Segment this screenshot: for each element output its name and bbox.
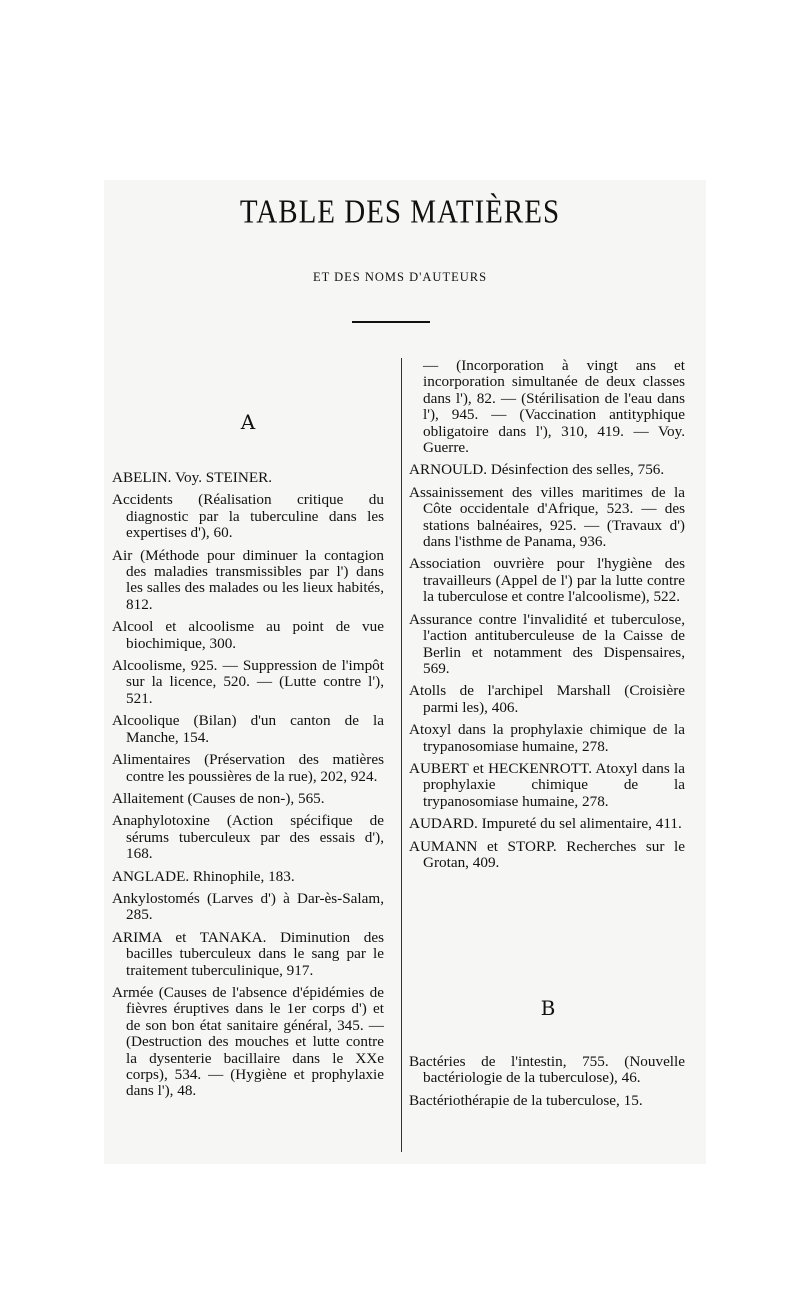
- section-letter-b: B: [540, 996, 556, 1020]
- page-subtitle: ET DES NOMS D'AUTEURS: [312, 270, 488, 284]
- index-entry: Accidents (Réalisation critique du diagnostic par la tuberculine dans les expertises d'), 60.: [112, 491, 384, 542]
- index-entry: Atoxyl dans la prophylaxie chimique de la trypanosomiase humaine, 278.: [409, 721, 685, 755]
- index-entry: Alimentaires (Préservation des matières contre les poussières de la rue), 202, 924.: [112, 751, 384, 785]
- index-entry: Air (Méthode pour diminuer la contagion des maladies transmissibles par l') dans les salles des malades ou les lieux habités, 812.: [112, 546, 384, 613]
- right-column: [409, 358, 685, 877]
- index-entry: Allaitement (Causes de non-), 565.: [112, 789, 325, 807]
- column-divider: [401, 358, 402, 1152]
- index-entry: Bactériothérapie de la tuberculose, 15.: [409, 1091, 643, 1109]
- index-entry: Ankylostomés (Larves d') à Dar-ès-Salam, 285.: [112, 889, 384, 924]
- index-entry: AUMANN et STORP. Recherches sur le Grotan, 409.: [409, 837, 685, 871]
- index-entry: Alcoolisme, 925. — Suppression de l'impôt sur la licence, 520. — (Lutte contre l'), 521.: [112, 657, 384, 707]
- index-entry: Anaphylotoxine (Action spécifique de sérums tuberculeux par des essais d'), 168.: [112, 812, 384, 863]
- index-entry: ANGLADE. Rhinophile, 183.: [112, 867, 295, 885]
- index-entry: Assainissement des villes maritimes de la Côte occidentale d'Afrique, 523. — des stations balnéaires, 925. — (Travaux d') dans l'isthme de Panama, 936.: [409, 483, 685, 551]
- page-title: TABLE DES MATIÈRES: [239, 193, 561, 231]
- index-entry: Bactéries de l'intestin, 755. (Nouvelle bactériologie de la tuberculose), 46.: [409, 1053, 685, 1087]
- index-entry: Atolls de l'archipel Marshall (Croisière parmi les), 406.: [409, 682, 685, 716]
- index-entry: Assurance contre l'invalidité et tuberculose, l'action antituberculeuse de la Caisse de Berlin et notamment des Dispensaires, 569.: [409, 610, 685, 677]
- section-b-entries: [409, 1054, 685, 1115]
- index-entry: AUDARD. Impureté du sel alimentaire, 411.: [409, 815, 682, 833]
- index-entry: Alcool et alcoolisme au point de vue biochimique, 300.: [112, 618, 384, 652]
- index-entry: Association ouvrière pour l'hygiène des travailleurs (Appel de l') par la lutte contre la tuberculose et contre l'alcoolisme), 522.: [409, 555, 685, 606]
- section-letter-a: A: [240, 410, 256, 434]
- left-column: [112, 470, 384, 1106]
- index-entry: AUBERT et HECKENROTT. Atoxyl dans la prophylaxie chimique de la trypanosomiase humaine, 278.: [409, 759, 685, 810]
- index-entry-continued: — (Incorporation à vingt ans et incorporation simultanée de deux classes dans l'), 82. — (Stérilisation de l'eau dans l'), 945. — (Vaccination antityphique obligatoire dans l'), 310, 419. — Voy. Guerre.: [423, 357, 685, 457]
- index-entry: Armée (Causes de l'absence d'épidémies de fièvres éruptives dans le 1er corps d') et de son bon état sanitaire général, 345. — (Destruction des mouches et lutte contre la dysenterie bacillaire dans le XXe corps), 534. — (Hygiène et prophylaxie dans l'), 48.: [112, 983, 384, 1100]
- index-entry: ARNOULD. Désinfection des selles, 756.: [409, 461, 665, 479]
- title-rule: [352, 321, 430, 323]
- index-entry: Alcoolique (Bilan) d'un canton de la Manche, 154.: [112, 712, 384, 746]
- index-entry: ABELIN. Voy. STEINER.: [112, 469, 273, 486]
- index-entry: ARIMA et TANAKA. Diminution des bacilles tuberculeux dans le sang par le traitement tuberculinique, 917.: [112, 928, 384, 979]
